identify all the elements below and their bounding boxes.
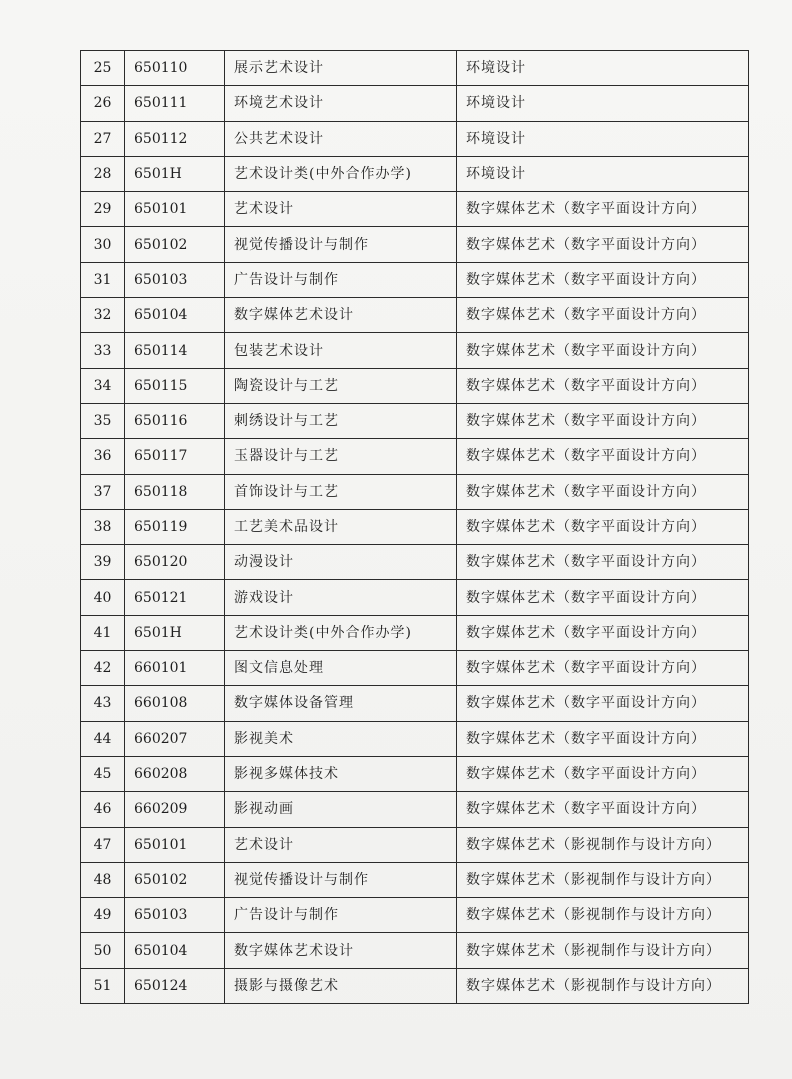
target-direction-cell: 环境设计 <box>457 156 749 191</box>
target-direction-cell: 数字媒体艺术（数字平面设计方向） <box>457 792 749 827</box>
table-row <box>81 827 749 862</box>
major-code-cell: 650124 <box>125 968 225 1003</box>
row-number-cell: 30 <box>81 227 125 262</box>
major-name-cell: 游戏设计 <box>225 580 457 615</box>
row-number-cell: 45 <box>81 756 125 791</box>
major-name-cell: 动漫设计 <box>225 545 457 580</box>
row-number-cell: 29 <box>81 192 125 227</box>
row-number-cell: 46 <box>81 792 125 827</box>
major-code-cell: 650102 <box>125 227 225 262</box>
row-number-cell: 44 <box>81 721 125 756</box>
major-name-cell: 工艺美术品设计 <box>225 509 457 544</box>
major-name-cell: 影视美术 <box>225 721 457 756</box>
major-code-cell: 650112 <box>125 121 225 156</box>
row-number-cell: 43 <box>81 686 125 721</box>
table-row <box>81 439 749 474</box>
row-number-cell: 40 <box>81 580 125 615</box>
row-number-cell: 26 <box>81 86 125 121</box>
target-direction-cell: 数字媒体艺术（数字平面设计方向） <box>457 368 749 403</box>
major-code-cell: 650120 <box>125 545 225 580</box>
target-direction-cell: 数字媒体艺术（影视制作与设计方向） <box>457 933 749 968</box>
major-code-cell: 650101 <box>125 827 225 862</box>
major-name-cell: 视觉传播设计与制作 <box>225 862 457 897</box>
target-direction-cell: 数字媒体艺术（数字平面设计方向） <box>457 545 749 580</box>
target-direction-cell: 数字媒体艺术（数字平面设计方向） <box>457 403 749 438</box>
major-name-cell: 广告设计与制作 <box>225 898 457 933</box>
target-direction-cell: 数字媒体艺术（数字平面设计方向） <box>457 509 749 544</box>
major-name-cell: 艺术设计 <box>225 827 457 862</box>
target-direction-cell: 数字媒体艺术（数字平面设计方向） <box>457 227 749 262</box>
target-direction-cell: 数字媒体艺术（数字平面设计方向） <box>457 615 749 650</box>
major-name-cell: 首饰设计与工艺 <box>225 474 457 509</box>
row-number-cell: 31 <box>81 262 125 297</box>
table-row <box>81 862 749 897</box>
major-name-cell: 数字媒体艺术设计 <box>225 933 457 968</box>
major-code-cell: 650102 <box>125 862 225 897</box>
table-row <box>81 262 749 297</box>
table-row <box>81 580 749 615</box>
major-code-cell: 650104 <box>125 298 225 333</box>
table-row <box>81 721 749 756</box>
target-direction-cell: 环境设计 <box>457 51 749 86</box>
row-number-cell: 41 <box>81 615 125 650</box>
major-name-cell: 展示艺术设计 <box>225 51 457 86</box>
row-number-cell: 28 <box>81 156 125 191</box>
major-name-cell: 公共艺术设计 <box>225 121 457 156</box>
major-name-cell: 视觉传播设计与制作 <box>225 227 457 262</box>
table-row <box>81 545 749 580</box>
row-number-cell: 50 <box>81 933 125 968</box>
target-direction-cell: 数字媒体艺术（影视制作与设计方向） <box>457 968 749 1003</box>
major-name-cell: 数字媒体设备管理 <box>225 686 457 721</box>
target-direction-cell: 数字媒体艺术（影视制作与设计方向） <box>457 862 749 897</box>
table-row <box>81 933 749 968</box>
major-code-cell: 660208 <box>125 756 225 791</box>
row-number-cell: 42 <box>81 651 125 686</box>
table-row <box>81 898 749 933</box>
major-name-cell: 刺绣设计与工艺 <box>225 403 457 438</box>
major-code-cell: 650116 <box>125 403 225 438</box>
major-code-cell: 650115 <box>125 368 225 403</box>
major-name-cell: 数字媒体艺术设计 <box>225 298 457 333</box>
row-number-cell: 39 <box>81 545 125 580</box>
table-row <box>81 509 749 544</box>
major-code-cell: 650101 <box>125 192 225 227</box>
row-number-cell: 51 <box>81 968 125 1003</box>
major-code-cell: 650117 <box>125 439 225 474</box>
major-code-cell: 650110 <box>125 51 225 86</box>
major-name-cell: 陶瓷设计与工艺 <box>225 368 457 403</box>
row-number-cell: 25 <box>81 51 125 86</box>
major-code-cell: 660207 <box>125 721 225 756</box>
major-code-cell: 660209 <box>125 792 225 827</box>
major-code-cell: 650118 <box>125 474 225 509</box>
row-number-cell: 38 <box>81 509 125 544</box>
major-name-cell: 影视动画 <box>225 792 457 827</box>
major-code-cell: 6501H <box>125 615 225 650</box>
target-direction-cell: 数字媒体艺术（数字平面设计方向） <box>457 651 749 686</box>
major-code-cell: 650121 <box>125 580 225 615</box>
table-row <box>81 792 749 827</box>
target-direction-cell: 数字媒体艺术（数字平面设计方向） <box>457 721 749 756</box>
major-code-cell: 660108 <box>125 686 225 721</box>
table-row <box>81 651 749 686</box>
table-row <box>81 615 749 650</box>
row-number-cell: 34 <box>81 368 125 403</box>
table-row <box>81 227 749 262</box>
table-row <box>81 474 749 509</box>
major-name-cell: 艺术设计类(中外合作办学) <box>225 615 457 650</box>
row-number-cell: 32 <box>81 298 125 333</box>
row-number-cell: 33 <box>81 333 125 368</box>
target-direction-cell: 数字媒体艺术（数字平面设计方向） <box>457 580 749 615</box>
table-row <box>81 686 749 721</box>
target-direction-cell: 数字媒体艺术（数字平面设计方向） <box>457 439 749 474</box>
major-name-cell: 图文信息处理 <box>225 651 457 686</box>
target-direction-cell: 数字媒体艺术（数字平面设计方向） <box>457 298 749 333</box>
row-number-cell: 27 <box>81 121 125 156</box>
target-direction-cell: 数字媒体艺术（影视制作与设计方向） <box>457 827 749 862</box>
table-row <box>81 756 749 791</box>
table-row <box>81 403 749 438</box>
major-name-cell: 玉器设计与工艺 <box>225 439 457 474</box>
target-direction-cell: 数字媒体艺术（数字平面设计方向） <box>457 474 749 509</box>
row-number-cell: 48 <box>81 862 125 897</box>
table-row <box>81 298 749 333</box>
row-number-cell: 36 <box>81 439 125 474</box>
major-code-cell: 650104 <box>125 933 225 968</box>
table-row <box>81 156 749 191</box>
major-mapping-table <box>80 50 749 1004</box>
table-body <box>81 51 749 1004</box>
table-row <box>81 51 749 86</box>
major-name-cell: 环境艺术设计 <box>225 86 457 121</box>
major-name-cell: 艺术设计 <box>225 192 457 227</box>
major-code-cell: 650111 <box>125 86 225 121</box>
target-direction-cell: 数字媒体艺术（数字平面设计方向） <box>457 756 749 791</box>
table-row <box>81 968 749 1003</box>
table-row <box>81 121 749 156</box>
major-name-cell: 摄影与摄像艺术 <box>225 968 457 1003</box>
target-direction-cell: 环境设计 <box>457 121 749 156</box>
row-number-cell: 35 <box>81 403 125 438</box>
target-direction-cell: 数字媒体艺术（数字平面设计方向） <box>457 262 749 297</box>
target-direction-cell: 数字媒体艺术（数字平面设计方向） <box>457 333 749 368</box>
major-name-cell: 包装艺术设计 <box>225 333 457 368</box>
row-number-cell: 37 <box>81 474 125 509</box>
major-code-cell: 650103 <box>125 262 225 297</box>
table-row <box>81 368 749 403</box>
table-row <box>81 333 749 368</box>
row-number-cell: 47 <box>81 827 125 862</box>
table-row <box>81 86 749 121</box>
major-code-cell: 660101 <box>125 651 225 686</box>
target-direction-cell: 数字媒体艺术（数字平面设计方向） <box>457 686 749 721</box>
target-direction-cell: 环境设计 <box>457 86 749 121</box>
major-code-cell: 650114 <box>125 333 225 368</box>
major-name-cell: 广告设计与制作 <box>225 262 457 297</box>
major-code-cell: 650119 <box>125 509 225 544</box>
target-direction-cell: 数字媒体艺术（数字平面设计方向） <box>457 192 749 227</box>
major-name-cell: 影视多媒体技术 <box>225 756 457 791</box>
target-direction-cell: 数字媒体艺术（影视制作与设计方向） <box>457 898 749 933</box>
major-code-cell: 6501H <box>125 156 225 191</box>
row-number-cell: 49 <box>81 898 125 933</box>
major-code-cell: 650103 <box>125 898 225 933</box>
table-row <box>81 192 749 227</box>
major-name-cell: 艺术设计类(中外合作办学) <box>225 156 457 191</box>
